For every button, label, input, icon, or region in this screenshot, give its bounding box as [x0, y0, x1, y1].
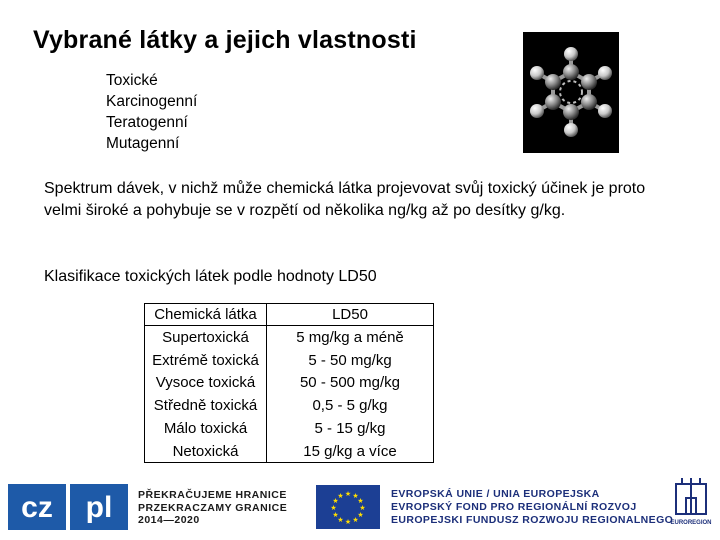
- table-cell: 50 - 500 mg/kg: [299, 374, 401, 391]
- euroregion-logo: [668, 476, 714, 536]
- svg-text:★: ★: [337, 516, 344, 524]
- list-item: Mutagenní: [106, 135, 180, 152]
- table-cell: Supertoxická: [162, 329, 249, 346]
- table-cell: Málo toxická: [163, 419, 248, 437]
- table-cell: Netoxická: [172, 443, 239, 460]
- table-column-ld50: [267, 304, 433, 462]
- ld50-table: [144, 303, 434, 463]
- eu-line: EVROPSKÝ FOND PRO REGIONÁLNÍ ROZVOJ: [391, 501, 637, 513]
- table-header-ld50: LD50: [267, 304, 433, 326]
- table-cell: 5 mg/kg a méně: [296, 329, 404, 346]
- program-line-cz: PŘEKRAČUJEME HRANICE: [138, 489, 287, 501]
- svg-text:★: ★: [357, 497, 364, 505]
- svg-text:pl: pl: [85, 491, 113, 524]
- toxic-properties-list: [106, 70, 197, 154]
- eu-line: EVROPSKÁ UNIE / UNIA EUROPEJSKA: [391, 488, 600, 500]
- table-cell: Extrémě toxická: [152, 351, 259, 369]
- list-item: Karcinogenní: [106, 93, 198, 110]
- svg-text:★: ★: [332, 497, 339, 505]
- program-line-pl: PRZEKRACZAMY GRANICE: [138, 501, 288, 514]
- table-cell: Středně toxická: [153, 397, 258, 414]
- classification-heading: Klasifikace toxických látek podle hodnoty LD50: [44, 268, 377, 285]
- table-column-substance: [145, 304, 267, 462]
- slide-title: Vybrané látky a jejich vlastnosti: [33, 26, 417, 54]
- svg-text:★: ★: [344, 490, 352, 498]
- svg-text:★: ★: [344, 518, 352, 526]
- table-cell: 15 g/kg a více: [303, 443, 397, 460]
- svg-text:★: ★: [337, 492, 344, 500]
- program-years: 2014—2020: [138, 514, 200, 526]
- svg-text:★: ★: [330, 504, 337, 512]
- table-cell: 5 - 15 g/kg: [314, 419, 386, 437]
- table-cell: Vysoce toxická: [155, 374, 256, 391]
- eu-fund-text: [391, 488, 673, 527]
- table-cell: 5 - 50 mg/kg: [308, 351, 392, 369]
- svg-text:★: ★: [352, 492, 359, 500]
- svg-text:cz: cz: [21, 491, 53, 524]
- dose-spectrum-paragraph: Spektrum dávek, v nichž může chemická látka projevovat svůj toxický účinek je proto velmi široké a pohybuje se v rozpětí od několika ng/kg až po desítky g/kg.: [44, 180, 646, 219]
- list-item: Toxické: [106, 72, 158, 89]
- svg-text:★: ★: [357, 511, 364, 519]
- cz-pl-program-logo: [8, 484, 128, 530]
- table-cell: 0,5 - 5 g/kg: [312, 397, 388, 414]
- benzene-molecule-image: [523, 32, 619, 153]
- list-item: Teratogenní: [106, 114, 188, 131]
- eu-flag-icon: [316, 485, 380, 529]
- svg-text:★: ★: [332, 511, 339, 519]
- svg-text:EUROREGION: EUROREGION: [670, 520, 712, 526]
- table-header-substance: Chemická látka: [145, 304, 266, 326]
- svg-text:★: ★: [359, 504, 366, 512]
- svg-text:★: ★: [352, 516, 359, 524]
- eu-line: EUROPEJSKI FUNDUSZ ROZWOJU REGIONALNEGO: [391, 514, 674, 526]
- program-slogan: [138, 489, 287, 527]
